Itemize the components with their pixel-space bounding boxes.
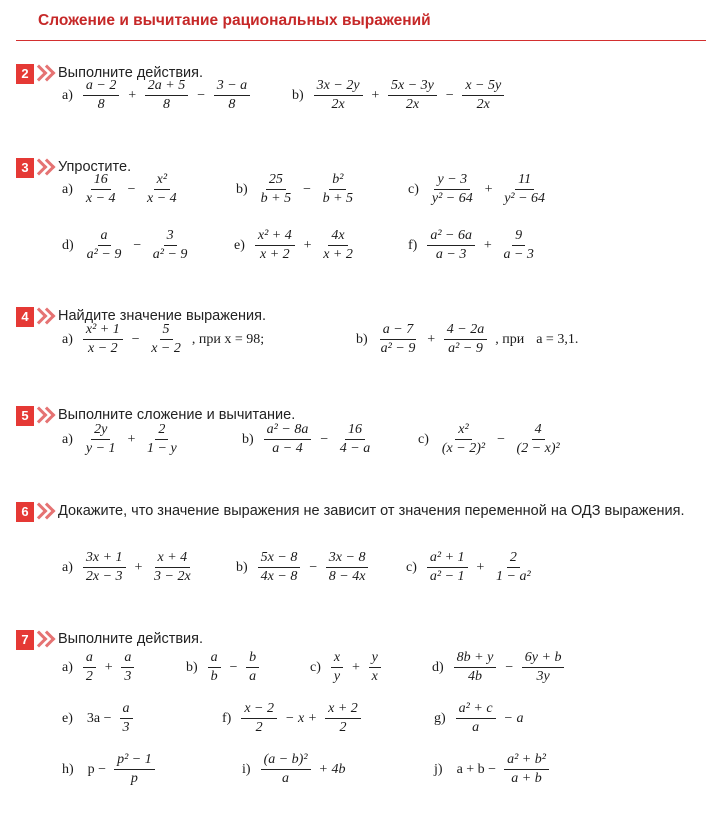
fraction (378, 322, 419, 357)
denominator: 8 (228, 97, 236, 112)
exercise-label: c) (408, 181, 419, 197)
exercise-item (62, 228, 192, 263)
fraction (144, 422, 180, 457)
denominator: x − 4 (85, 191, 116, 206)
denominator: b (210, 669, 218, 684)
task-number-badge (16, 158, 52, 178)
fraction (120, 701, 133, 736)
expression-text: a = 3,1. (536, 331, 579, 347)
exercise-label: h) (62, 761, 74, 777)
numerator: a² + c (456, 701, 496, 719)
fraction (429, 172, 476, 207)
denominator: 3 (124, 669, 132, 684)
numerator: 16 (345, 422, 365, 440)
denominator: a² − 9 (380, 341, 416, 356)
numerator: 2y (91, 422, 110, 440)
fraction (148, 322, 184, 357)
denominator: a² − 1 (429, 569, 465, 584)
denominator: x − 2 (151, 341, 181, 356)
denominator: 3 − 2x (154, 569, 191, 584)
exercise-item (406, 550, 536, 585)
numerator: 8b + y (454, 650, 497, 668)
exercise-label: a) (62, 559, 73, 575)
exercise-label: a) (62, 659, 73, 675)
exercise-label: b) (356, 331, 368, 347)
exercise-label: i) (242, 761, 251, 777)
denominator: a − 4 (272, 441, 303, 456)
numerator: 3x − 2y (314, 78, 363, 96)
task-number: 6 (16, 502, 34, 522)
numerator: 3x − 8 (326, 550, 369, 568)
operator: + (126, 431, 137, 447)
operator: − (126, 181, 137, 197)
exercise-label: e) (62, 710, 73, 726)
fraction (144, 172, 180, 207)
exercise-label: a) (62, 87, 73, 103)
numerator: 4 (532, 422, 545, 440)
page-title: Сложение и вычитание рациональных выражений (38, 12, 431, 29)
exercise-label: c) (418, 431, 429, 447)
expression-text: , при (495, 331, 525, 347)
task-number-badge (16, 64, 52, 84)
task-number: 4 (16, 307, 34, 327)
operator: + (302, 237, 313, 253)
fraction (493, 550, 534, 585)
exercise-label: d) (62, 237, 74, 253)
operator: + (426, 331, 436, 347)
exercise-item (310, 650, 383, 685)
numerator: 2 (507, 550, 520, 568)
exercise-item (292, 78, 506, 113)
exercise-label: f) (408, 237, 418, 253)
task-number-badge (16, 502, 52, 522)
task-number-badge (16, 630, 52, 650)
numerator: (a − b)² (261, 752, 311, 770)
exercise-item (222, 701, 363, 736)
numerator: x² + 4 (255, 228, 295, 246)
fraction (214, 78, 250, 113)
numerator: 4 − 2a (444, 322, 487, 340)
fraction (454, 650, 497, 685)
denominator: x + 2 (323, 247, 353, 262)
exercise-item (418, 422, 565, 457)
operator: + (133, 559, 144, 575)
numerator: 25 (266, 172, 286, 190)
denominator: y² − 64 (504, 191, 546, 206)
denominator: a − 3 (503, 247, 534, 262)
exercise-item (236, 550, 370, 585)
fraction (264, 422, 312, 457)
fraction (331, 650, 343, 685)
denominator: 1 − y (147, 441, 177, 456)
denominator: 2 (255, 720, 263, 735)
exercise-item (408, 228, 539, 263)
numerator: 2a + 5 (145, 78, 188, 96)
numerator: b² (329, 172, 346, 190)
fraction (114, 752, 155, 787)
exercise-label: g) (434, 710, 446, 726)
operator: + (482, 237, 493, 253)
title-divider (16, 40, 706, 41)
denominator: 2 (85, 669, 93, 684)
exercise-item (432, 650, 566, 685)
numerator: a² + b² (504, 752, 549, 770)
fraction (83, 78, 119, 113)
denominator: y (333, 669, 341, 684)
task-number: 3 (16, 158, 34, 178)
fraction (208, 650, 221, 685)
operator: − a (503, 710, 524, 726)
expression-text: p − (87, 761, 107, 777)
fraction (427, 228, 475, 263)
exercise-label: c) (310, 659, 321, 675)
exercise-item (242, 422, 375, 457)
numerator: x (331, 650, 343, 668)
denominator: 4 − a (339, 441, 371, 456)
exercise-item (62, 322, 270, 357)
exercise-label: b) (236, 181, 248, 197)
denominator: a (472, 720, 480, 735)
fraction (500, 228, 536, 263)
fraction (444, 322, 487, 357)
numerator: 6y + b (522, 650, 565, 668)
exercise-item (356, 322, 584, 357)
numerator: a² + 1 (427, 550, 468, 568)
numerator: a − 7 (380, 322, 416, 340)
numerator: 9 (512, 228, 525, 246)
numerator: x² (455, 422, 471, 440)
numerator: a (208, 650, 221, 668)
exercise-label: f) (222, 710, 232, 726)
denominator: x + 2 (259, 247, 290, 262)
fraction (83, 172, 119, 207)
fraction (258, 172, 294, 207)
fraction (337, 422, 373, 457)
numerator: a (121, 650, 134, 668)
operator: − (444, 87, 455, 103)
fraction (522, 650, 565, 685)
task-number: 5 (16, 406, 34, 426)
exercise-item (62, 172, 182, 207)
numerator: x − 2 (241, 701, 277, 719)
numerator: x − 5y (462, 78, 504, 96)
exercise-item (62, 701, 135, 736)
task-statement: Выполните сложение и вычитание. (58, 407, 296, 423)
denominator: (x − 2)² (441, 441, 486, 456)
fraction (514, 422, 563, 457)
numerator: 3 − a (214, 78, 250, 96)
denominator: (2 − x)² (516, 441, 560, 456)
exercise-label: b) (186, 659, 198, 675)
fraction (320, 228, 356, 263)
operator: − (196, 87, 206, 103)
fraction (145, 78, 188, 113)
numerator: 5 (160, 322, 173, 340)
task-number: 2 (16, 64, 34, 84)
task-statement: Упростите. (58, 159, 132, 175)
numerator: y (369, 650, 381, 668)
numerator: 11 (515, 172, 534, 190)
denominator: 8 (97, 97, 105, 112)
denominator: p (130, 771, 138, 786)
operator: − (302, 181, 312, 197)
task-statement: Выполните действия. (58, 631, 204, 647)
fraction (150, 228, 191, 263)
exercise-label: a) (62, 331, 73, 347)
fraction (83, 322, 123, 357)
task-number-badge (16, 307, 52, 327)
fraction (462, 78, 504, 113)
denominator: y − 1 (85, 441, 116, 456)
denominator: x − 4 (147, 191, 177, 206)
fraction (83, 422, 119, 457)
denominator: 2 (339, 720, 347, 735)
task-statement: Докажите, что значение выражения не зависит от значения переменной на ОДЗ выражения. (58, 503, 685, 519)
fraction (314, 78, 363, 113)
exercise-label: a) (62, 181, 73, 197)
fraction (439, 422, 488, 457)
denominator: 2x (331, 97, 345, 112)
task-statement: Найдите значение выражения. (58, 308, 266, 324)
fraction (255, 228, 295, 263)
numerator: x + 4 (155, 550, 191, 568)
fraction (504, 752, 549, 787)
denominator: 3 (122, 720, 130, 735)
fraction (151, 550, 194, 585)
exercise-label: e) (234, 237, 245, 253)
numerator: 3x + 1 (83, 550, 126, 568)
expression-text: , при x = 98; (191, 331, 265, 347)
exercise-item (434, 752, 551, 787)
task-statement: Выполните действия. (58, 65, 204, 81)
numerator: y − 3 (434, 172, 470, 190)
fraction (325, 701, 361, 736)
denominator: b + 5 (322, 191, 354, 206)
fraction (456, 701, 496, 736)
operator: − (130, 331, 141, 347)
denominator: 2x (476, 97, 490, 112)
expression-text: 3a − (86, 710, 112, 726)
numerator: a² − 6a (427, 228, 475, 246)
operator: + (351, 659, 361, 675)
exercise-item (62, 78, 252, 113)
operator: + (370, 87, 380, 103)
operator: − x + (285, 710, 318, 726)
fraction (258, 550, 301, 585)
exercise-label: b) (242, 431, 254, 447)
denominator: a − 3 (435, 247, 467, 262)
denominator: a + b (511, 771, 542, 786)
exercise-label: a) (62, 431, 73, 447)
numerator: a (83, 650, 96, 668)
task-number-badge (16, 406, 52, 426)
numerator: 4x (328, 228, 347, 246)
fraction (261, 752, 311, 787)
fraction (388, 78, 437, 113)
numerator: 5x − 8 (258, 550, 301, 568)
operator: − (496, 431, 506, 447)
exercise-item (186, 650, 261, 685)
numerator: b (246, 650, 259, 668)
fraction (427, 550, 468, 585)
denominator: x (371, 669, 378, 684)
numerator: p² − 1 (114, 752, 155, 770)
numerator: a² − 8a (264, 422, 312, 440)
denominator: 8 (163, 97, 171, 112)
operator: − (319, 431, 329, 447)
numerator: a (98, 228, 111, 246)
exercise-item (236, 172, 358, 207)
fraction (83, 550, 126, 585)
exercise-item (234, 228, 358, 263)
operator: − (504, 659, 514, 675)
operator: + (483, 181, 494, 197)
exercise-item (242, 752, 351, 787)
fraction (326, 550, 369, 585)
operator: − (228, 659, 239, 675)
exercise-label: d) (432, 659, 444, 675)
expression-text: a + b − (456, 761, 497, 777)
exercise-label: j) (434, 761, 443, 777)
denominator: 4x − 8 (260, 569, 298, 584)
numerator: 3 (164, 228, 177, 246)
exercise-label: b) (292, 87, 304, 103)
fraction (241, 701, 277, 736)
operator: + (127, 87, 137, 103)
fraction (369, 650, 381, 685)
operator: + 4b (318, 761, 346, 777)
task-number: 7 (16, 630, 34, 650)
numerator: 16 (91, 172, 111, 190)
fraction (121, 650, 134, 685)
fraction (83, 650, 96, 685)
numerator: 2 (155, 422, 168, 440)
fraction (320, 172, 356, 207)
numerator: a (120, 701, 133, 719)
fraction (246, 650, 259, 685)
fraction (84, 228, 125, 263)
denominator: 2x (405, 97, 420, 112)
exercise-item (62, 422, 182, 457)
denominator: a (282, 771, 290, 786)
numerator: x² (154, 172, 170, 190)
denominator: a² − 9 (448, 341, 483, 356)
denominator: a² − 9 (86, 247, 122, 262)
operator: + (475, 559, 485, 575)
numerator: a − 2 (83, 78, 119, 96)
denominator: 2x − 3 (85, 569, 123, 584)
denominator: a² − 9 (152, 247, 188, 262)
operator: − (308, 559, 318, 575)
exercise-item (62, 650, 136, 685)
denominator: 8 − 4x (328, 569, 366, 584)
exercise-item (62, 550, 196, 585)
numerator: x² + 1 (83, 322, 123, 340)
denominator: 1 − a² (496, 569, 531, 584)
exercise-label: b) (236, 559, 248, 575)
denominator: y² − 64 (431, 191, 473, 206)
fraction (501, 172, 548, 207)
denominator: x − 2 (87, 341, 118, 356)
denominator: b + 5 (260, 191, 292, 206)
exercise-item (62, 752, 157, 787)
numerator: 5x − 3y (388, 78, 437, 96)
exercise-item (408, 172, 550, 207)
exercise-label: c) (406, 559, 417, 575)
denominator: 3y (536, 669, 550, 684)
operator: − (132, 237, 142, 253)
operator: + (103, 659, 114, 675)
denominator: 4b (468, 669, 482, 684)
denominator: a (249, 669, 257, 684)
exercise-item (434, 701, 529, 736)
numerator: x + 2 (325, 701, 361, 719)
